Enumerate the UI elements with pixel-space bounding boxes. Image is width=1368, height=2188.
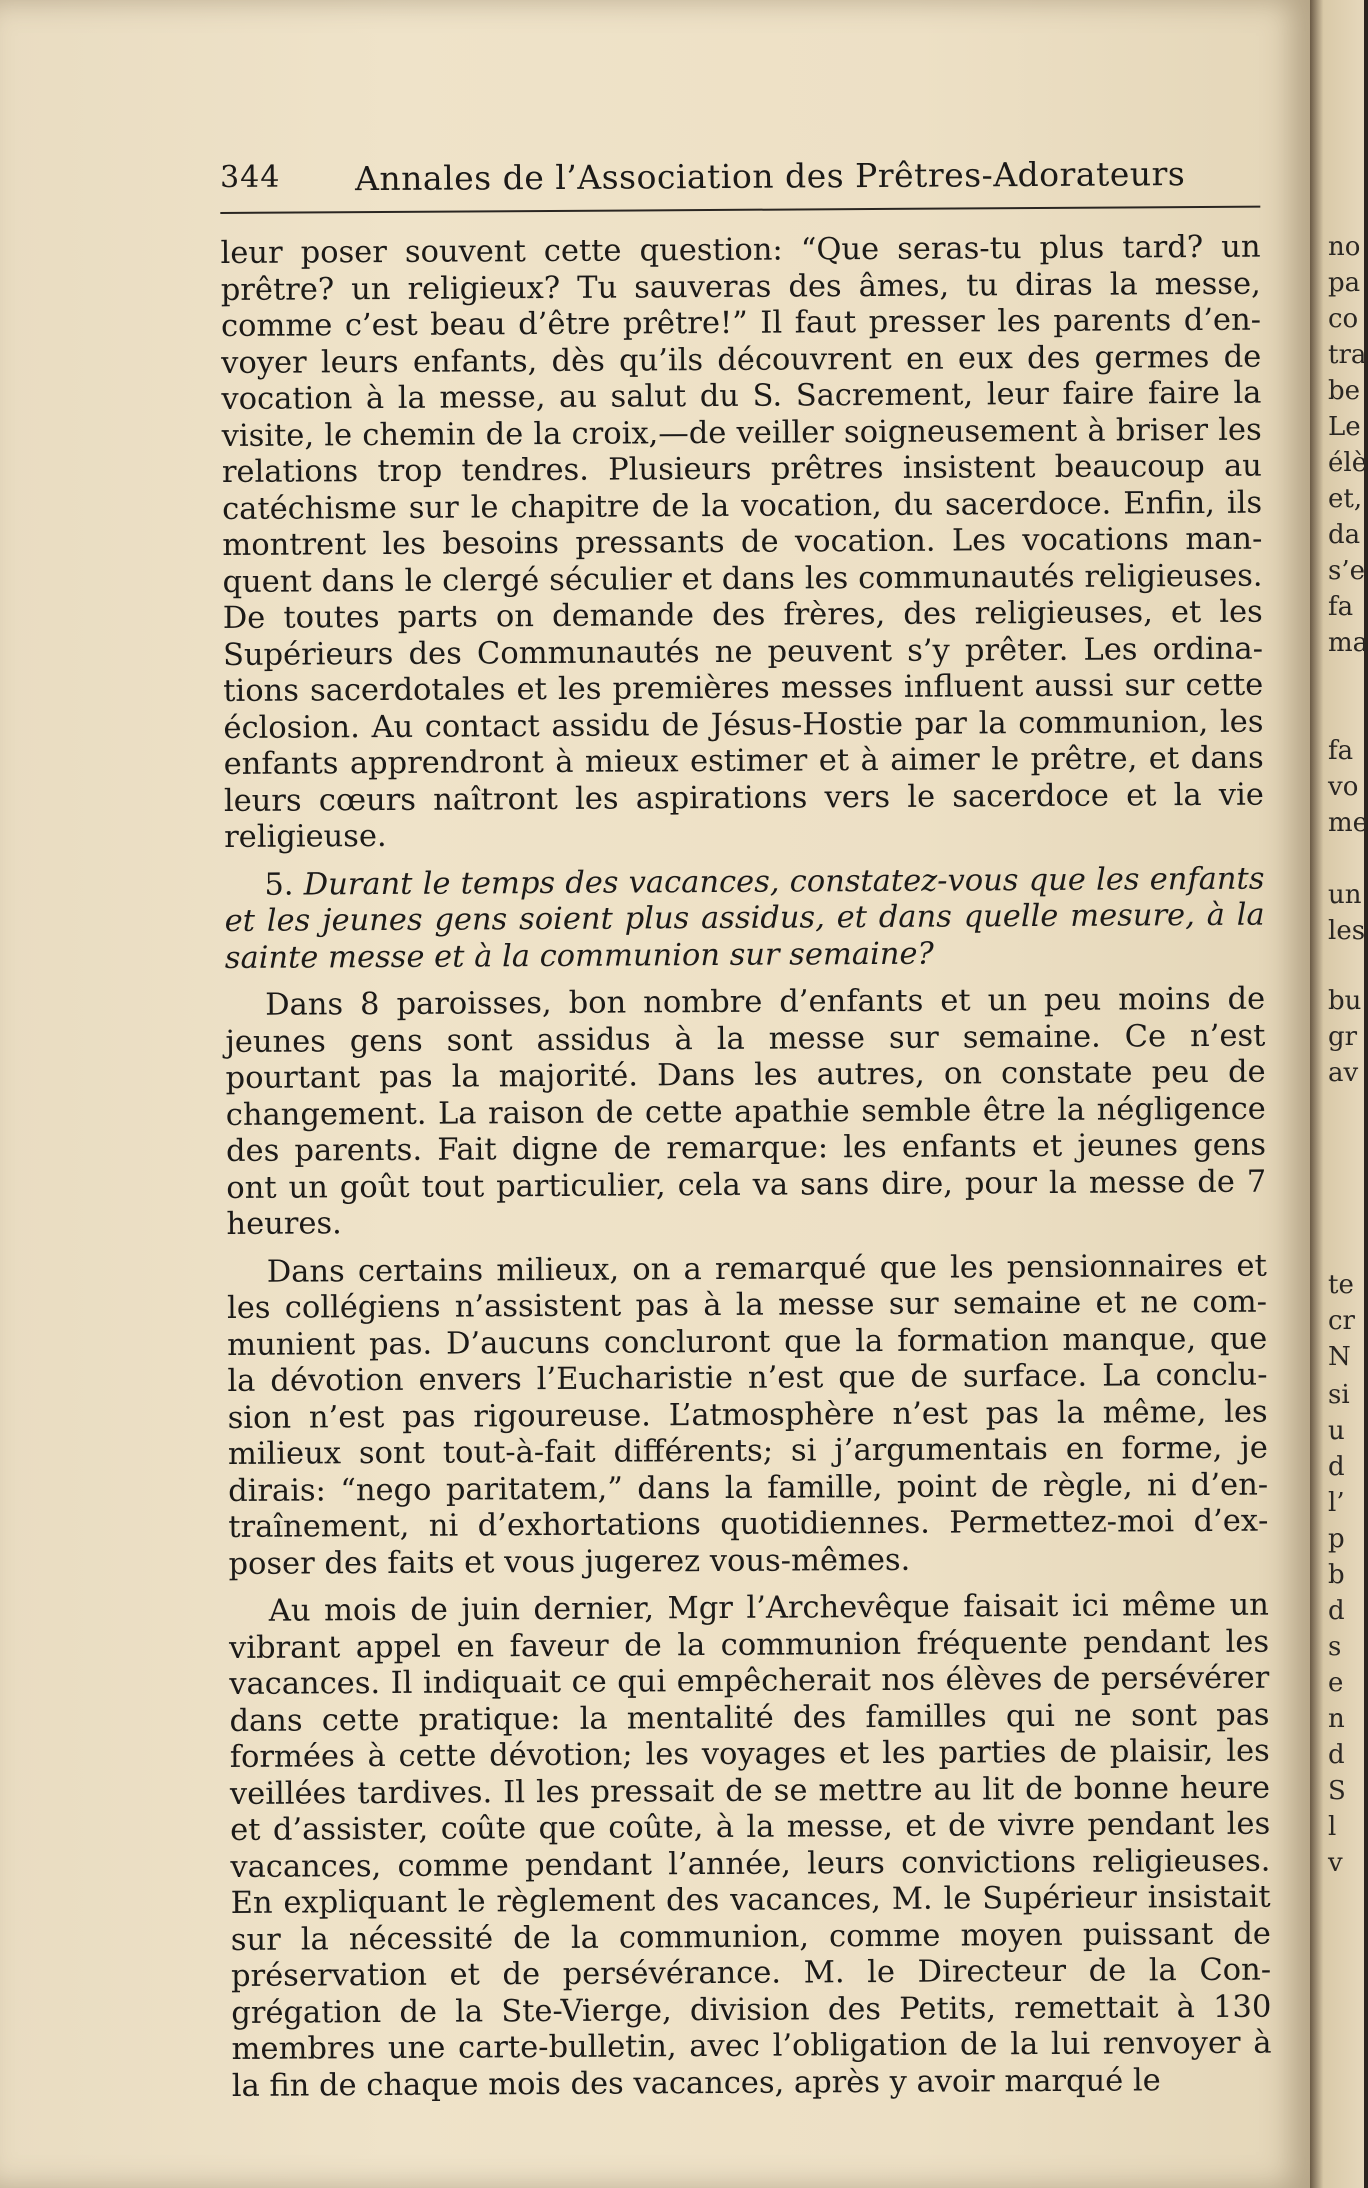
facing-fragment: gr — [1328, 1022, 1358, 1052]
facing-fragment: da — [1328, 520, 1361, 550]
facing-fragment: cr — [1328, 1306, 1355, 1336]
facing-fragment: fa — [1328, 592, 1354, 622]
body-text — [220, 230, 1271, 2105]
facing-fragment: S — [1328, 1776, 1346, 1806]
facing-fragment: les — [1328, 916, 1366, 946]
facing-fragment: N — [1328, 1342, 1351, 1372]
facing-fragment: et, — [1328, 484, 1363, 514]
facing-fragment: av — [1328, 1058, 1359, 1088]
running-head — [220, 154, 1260, 214]
facing-fragment: tra — [1328, 340, 1367, 370]
page-content — [220, 154, 1272, 2116]
facing-fragment: si — [1328, 1380, 1350, 1410]
facing-fragment: co — [1328, 304, 1359, 334]
facing-fragment: d — [1328, 1740, 1345, 1770]
paragraph-milieux: Dans certains milieux, on a remarqué que les pensionnaires et les collégiens n’assistent pas à la messe sur semaine et ne communient pas. D’aucuns concluront que la formation manque, que la dévotion envers l’Eucharistie n’est que de surface. La conclusion n’est pas rigoureuse. L’atmosphère n’est pas la même, les milieux sont tout-à-fait différents; si j’argumentais en forme, je dirais: “nego paritatem,” dans la famille, point de règle, ni d’entraînement, ni d’exhortations quotidiennes. Permettez-moi d’exposer des faits et vous jugerez vous-mêmes. — [226, 1248, 1269, 1582]
facing-fragment: ma — [1328, 628, 1368, 658]
question-5 — [224, 861, 1265, 977]
paragraph-parishes: Dans 8 paroisses, bon nombre d’enfants et un peu moins de jeunes gens sont assidus à la messe sur semaine. Ce n’est pourtant pas la majorité. Dans les autres, on constate peu de changement. La raison de cette apathie semble être la négligence des parents. Fait digne de remarque: les enfants et jeunes gens ont un goût tout particulier, cela va sans dire, pour la messe de 7 heures. — [225, 981, 1267, 1242]
facing-fragment: p — [1328, 1524, 1345, 1554]
facing-fragment: pa — [1328, 268, 1361, 298]
paragraph-archeveque: Au mois de juin dernier, Mgr l’Archevêque faisait ici même un vibrant appel en faveur de la communion fréquente pendant les vacances. Il indiquait ce qui empêcherait nos élèves de persévérer dans cette pratique: la mentalité des familles qui ne sont pas formées à cette dévotion; les voyages et les parties de plaisir, les veillées tardives. Il les pressait de se mettre au lit de bonne heure et d’assister, coûte que coûte, à la messe, et de vivre pendant les vacances, comme pendant l’année, leurs convictions religieuses. En expliquant le règlement des vacances, M. le Supérieur insistait sur la nécessité de la communion, comme moyen puissant de préservation et de persévérance. M. le Directeur de la Congrégation de la Ste-Vierge, division des Petits, remettait à 130 membres une carte-bulletin, avec l’obligation de la lui renvoyer à la fin de chaque mois des vacances, après y avoir marqué le — [228, 1587, 1272, 2104]
facing-fragment: un — [1328, 880, 1362, 910]
facing-fragment: n — [1328, 1704, 1345, 1734]
facing-page-edge — [1310, 0, 1368, 2188]
question-number: 5. — [264, 867, 294, 903]
facing-fragment: v — [1328, 1848, 1343, 1878]
question-text: Durant le temps des vacances, constatez-vous que les enfants et les jeunes gens soient plus assidus, et dans quelle mesure, à la sainte messe et à la communion sur semaine? — [224, 861, 1265, 976]
facing-fragment: bu — [1328, 986, 1362, 1016]
facing-fragment: no — [1328, 232, 1361, 262]
running-title: Annales de l’Association des Prêtres-Adorateurs — [354, 154, 1186, 199]
facing-fragment: s — [1328, 1632, 1342, 1662]
facing-fragment: me — [1328, 808, 1368, 838]
facing-fragment: Le — [1328, 412, 1361, 442]
facing-fragment: l’ — [1328, 1488, 1345, 1518]
facing-fragment: be — [1328, 376, 1361, 406]
facing-fragment: d — [1328, 1596, 1345, 1626]
facing-fragment: d — [1328, 1452, 1345, 1482]
facing-fragment: élè — [1328, 448, 1368, 478]
facing-fragment: te — [1328, 1270, 1354, 1300]
paragraph-continuation: leur poser souvent cette question: “Que seras-tu plus tard? un prêtre? un religieux? Tu sauveras des âmes, tu diras la messe, comme c’est beau d’être prêtre!” Il faut presser les parents d’envoyer leurs enfants, dès qu’ils découvrent en eux des germes de vocation à la messe, au salut du S. Sacrement, leur faire faire la visite, le chemin de la croix,—de veiller soigneusement à briser les relations trop tendres. Plusieurs prêtres insistent beaucoup au catéchisme sur le chapitre de la vocation, du sacerdoce. Enfin, ils montrent les besoins pressants de vocation. Les vocations manquent dans le clergé séculier et dans les communautés religieuses. De toutes parts on demande des frères, des religieuses, et les Supérieurs des Communautés ne peuvent s’y prêter. Les ordinations sacerdotales et les premières messes influent aussi sur cette éclosion. Au contact assidu de Jésus-Hostie par la communion, les enfants apprendront à mieux estimer et à aimer le prêtre, et dans leurs cœurs naîtront les aspirations vers le sacerdoce et la vie religieuse. — [220, 229, 1265, 855]
facing-fragment: vo — [1328, 772, 1359, 802]
facing-fragment: e — [1328, 1668, 1344, 1698]
facing-fragment: fa — [1328, 736, 1354, 766]
page-number: 344 — [220, 159, 281, 195]
facing-fragment: u — [1328, 1416, 1345, 1446]
facing-fragment: l — [1328, 1812, 1337, 1842]
facing-fragment: s’e — [1328, 556, 1365, 586]
facing-fragment: b — [1328, 1560, 1345, 1590]
